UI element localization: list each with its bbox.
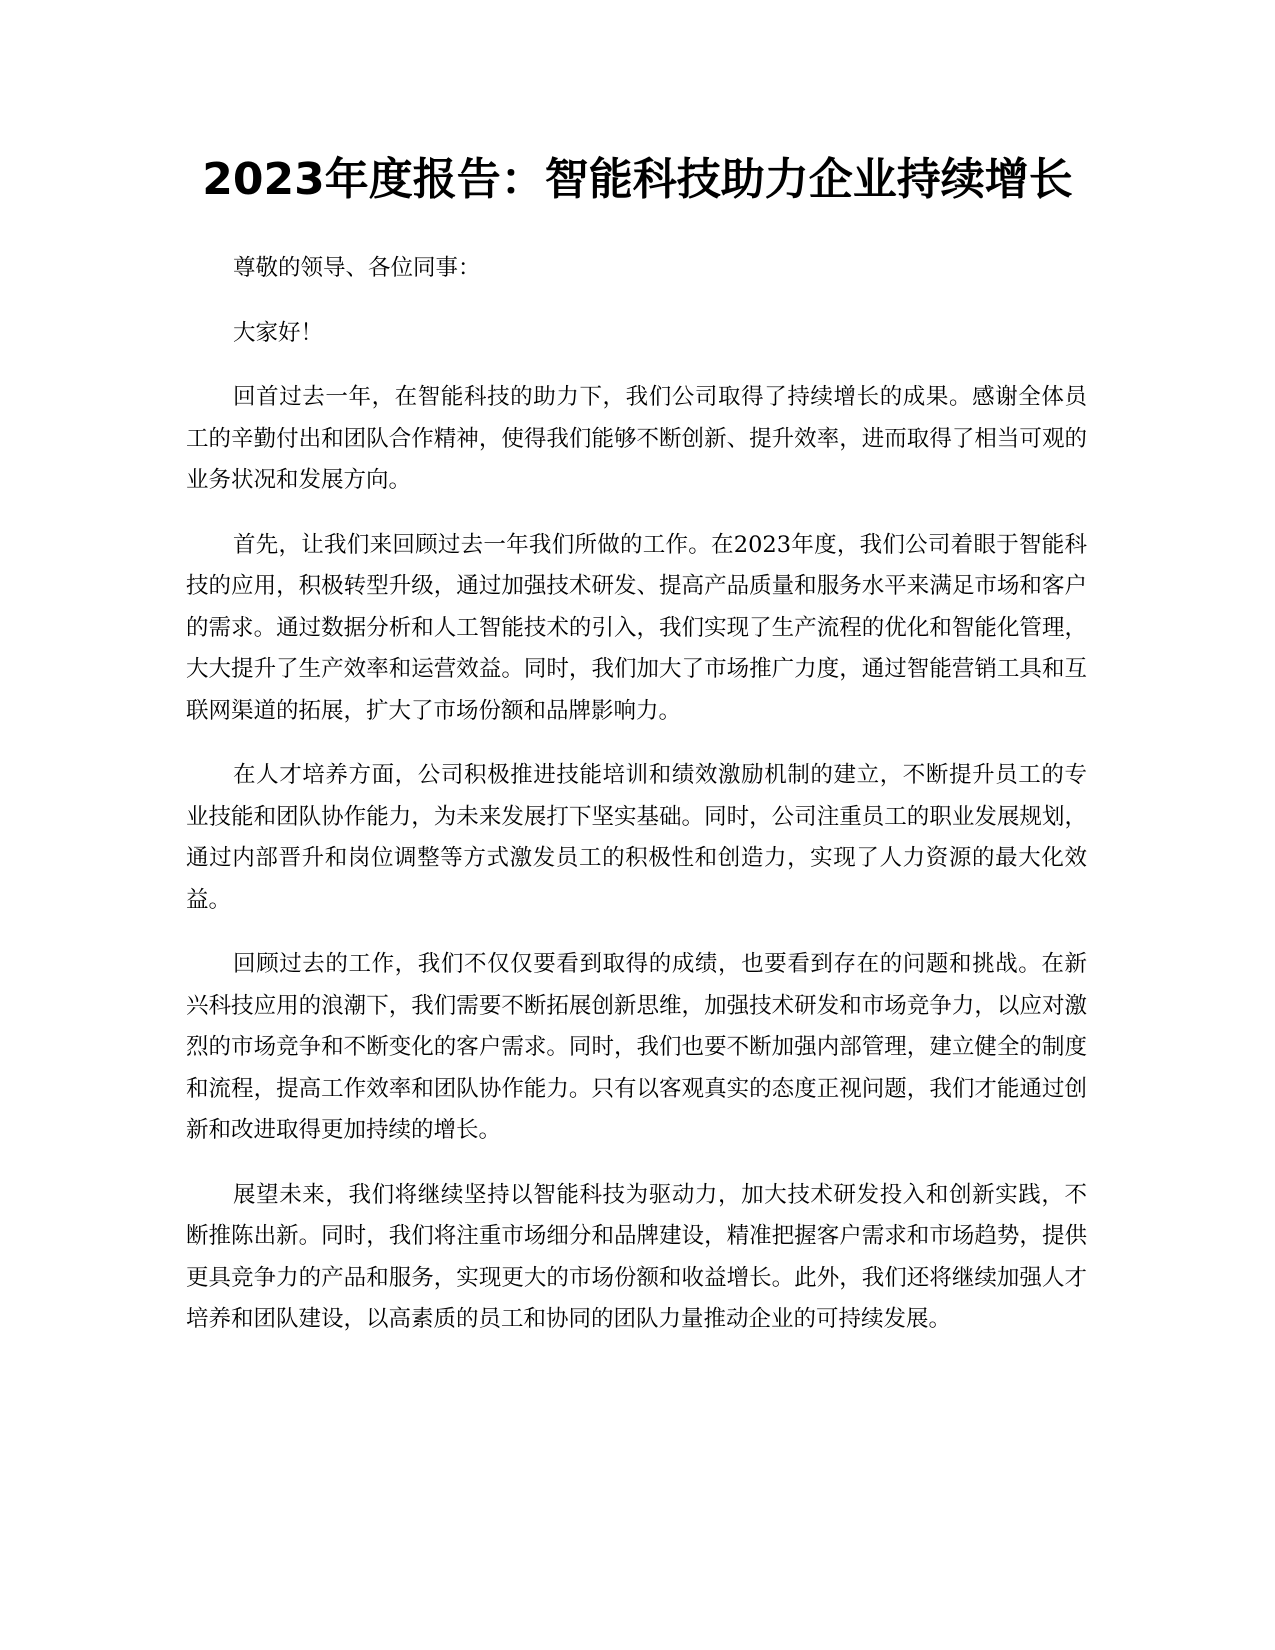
paragraph-challenges: 回顾过去的工作，我们不仅仅要看到取得的成绩，也要看到存在的问题和挑战。在新兴科技应用的浪潮下，我们需要不断拓展创新思维，加强技术研发和市场竞争力，以应对激烈的市场竞争和不断变化的客户需求。同时，我们也要不断加强内部管理，建立健全的制度和流程，提高工作效率和团队协作能力。只有以客观真实的态度正视问题，我们才能通过创新和改进取得更加持续的增长。 [186,951,1087,1143]
greeting: 大家好！ [233,319,324,346]
paragraph-work-review: 首先，让我们来回顾过去一年我们所做的工作。在2023年度，我们公司着眼于智能科技的应用，积极转型升级，通过加强技术研发、提高产品质量和服务水平来满足市场和客户的需求。通过数据分析和人工智能技术的引入，我们实现了生产流程的优化和智能化管理，大大提升了生产效率和运营效益。同时，我们加大了市场推广力度，通过智能营销工具和互联网渠道的拓展，扩大了市场份额和品牌影响力。 [186,531,1087,724]
document-title: 2023年度报告：智能科技助力企业持续增长 [202,154,1073,205]
paragraph-review-intro: 回首过去一年，在智能科技的助力下，我们公司取得了持续增长的成果。感谢全体员工的辛勤付出和团队合作精神，使得我们能够不断创新、提升效率，进而取得了相当可观的业务状况和发展方向。 [186,384,1087,493]
document-body [186,248,1087,1364]
salutation: 尊敬的领导、各位同事： [233,255,481,281]
paragraph-outlook: 展望未来，我们将继续坚持以智能科技为驱动力，加大技术研发投入和创新实践，不断推陈出新。同时，我们将注重市场细分和品牌建设，精准把握客户需求和市场趋势，提供更具竞争力的产品和服务，实现更大的市场份额和收益增长。此外，我们还将继续加强人才培养和团队建设，以高素质的员工和协同的团队力量推动企业的可持续发展。 [186,1181,1087,1332]
paragraph-talent-development: 在人才培养方面，公司积极推进技能培训和绩效激励机制的建立，不断提升员工的专业技能和团队协作能力，为未来发展打下坚实基础。同时，公司注重员工的职业发展规划，通过内部晋升和岗位调整等方式激发员工的积极性和创造力，实现了人力资源的最大化效益。 [186,762,1087,913]
